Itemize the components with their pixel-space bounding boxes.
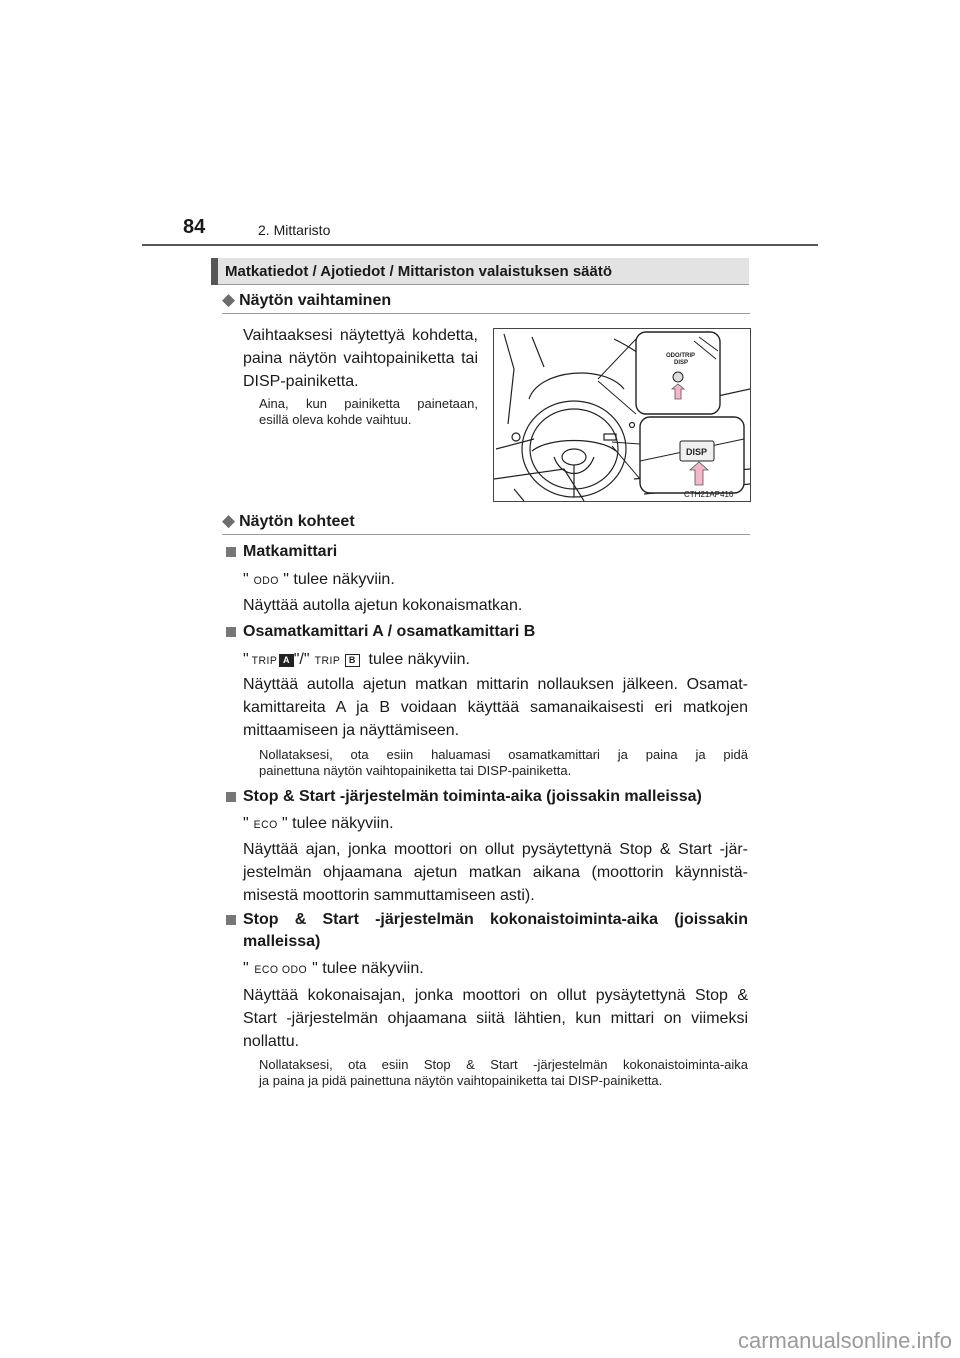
item-description <box>243 838 748 907</box>
desc-line: jestelmän ohjaamana ajetun matkan aikana (moottorin käynnistä- <box>243 864 748 881</box>
trip-display-glyph: TRIP <box>251 655 278 667</box>
section2-title: Näytön kohteet <box>239 513 355 530</box>
chapter-title: 2. Mittaristo <box>258 222 331 238</box>
disp-button-label: DISP <box>686 447 708 457</box>
section1-heading <box>222 290 391 310</box>
desc-line: misestä moottorin sammuttamiseen asti). <box>243 887 535 904</box>
square-bullet-icon <box>226 627 236 637</box>
item-title: Stop & Start -järjestelmän toiminta-aika (joissakin malleissa) <box>243 788 702 805</box>
banner-title: Matkatiedot / Ajotiedot / Mittariston valaistuksen säätö <box>225 263 613 280</box>
item-note <box>259 747 748 779</box>
section1-title: Näytön vaihtaminen <box>239 292 392 309</box>
item-note <box>259 1057 748 1089</box>
item-shown-line: " ECO " tulee näkyviin. <box>243 812 394 837</box>
section1-rule <box>222 313 750 314</box>
trip-b-badge: B <box>345 654 360 667</box>
desc-line: Start -järjestelmän ohjaamana siitä lähtien, kun mittari on viimeksi <box>243 1010 748 1027</box>
illustration-code: CTH21AP416 <box>684 490 734 499</box>
item-description <box>243 984 748 1053</box>
diamond-icon: ◆ <box>222 511 236 530</box>
desc-line: mittaamiseen ja näyttämiseen. <box>243 722 460 739</box>
trip-display-glyph: TRIP <box>314 655 340 667</box>
section2-rule <box>222 534 750 535</box>
diamond-icon: ◆ <box>222 290 236 309</box>
desc-line: Näyttää autolla ajetun kokonaismatkan. <box>243 597 523 614</box>
para-line: paina näytön vaihtopainiketta tai <box>243 350 478 367</box>
item-title: Matkamittari <box>243 543 338 560</box>
shown-text: tulee näkyviin. <box>292 815 394 832</box>
desc-line: Näyttää kokonaisajan, jonka moottori on ollut pysäytettynä Stop & <box>243 987 748 1004</box>
section2-heading <box>222 511 355 531</box>
item-title: Osamatkamittari A / osamatkamittari B <box>243 623 536 640</box>
square-bullet-icon <box>226 792 236 802</box>
shown-text: tulee näkyviin. <box>322 960 424 977</box>
odo-trip-label: ODO/TRIP <box>666 353 696 359</box>
desc-line: nollattu. <box>243 1033 300 1050</box>
header-rule <box>142 244 818 246</box>
note-line: Nollataksesi, ota esiin haluamasi osamatkamittari ja paina ja pidä <box>259 747 748 762</box>
note-line: Aina, kun painiketta painetaan, <box>259 396 478 411</box>
section1-note <box>259 396 478 428</box>
item-title <box>243 909 748 953</box>
note-line: painettuna näytön vaihtopainiketta tai DISP-painiketta. <box>259 763 572 778</box>
shown-text: tulee näkyviin. <box>293 571 395 588</box>
item-shown-line: " TRIP A "/" TRIP B tulee näkyviin. <box>243 648 470 673</box>
trip-a-badge: A <box>279 654 294 667</box>
steering-wheel-drawing <box>494 329 750 501</box>
shown-text: tulee näkyviin. <box>368 651 470 668</box>
page-number: 84 <box>183 216 206 238</box>
desc-line: Näyttää ajan, jonka moottori on ollut pysäytettynä Stop & Start -jär- <box>243 841 748 858</box>
para-line: DISP-painiketta. <box>243 373 359 390</box>
section1-paragraph <box>243 324 478 393</box>
steering-wheel-illustration <box>493 328 751 502</box>
title-line: Stop & Start -järjestelmän kokonaistoiminta-aika (joissakin <box>243 911 748 928</box>
note-line: esillä oleva kohde vaihtuu. <box>259 412 412 427</box>
note-line: Nollataksesi, ota esiin Stop & Start -järjestelmän kokonaistoiminta-aika <box>259 1057 748 1072</box>
desc-line: kamittareita A ja B voidaan käyttää samanaikaisesti eri matkojen <box>243 699 748 716</box>
square-bullet-icon <box>226 547 236 557</box>
item-description <box>243 673 748 742</box>
item-description <box>243 594 748 617</box>
odo-display-glyph: ODO <box>253 575 279 587</box>
disp-small-label: DISP <box>674 360 689 366</box>
item-shown-line: " ECO ODO " tulee näkyviin. <box>243 957 424 982</box>
desc-line: Näyttää autolla ajetun matkan mittarin nollauksen jälkeen. Osamat- <box>243 676 748 693</box>
watermark-link[interactable]: carmanualsonline.info <box>737 1328 952 1353</box>
note-line: ja paina ja pidä painettuna näytön vaihtopainiketta tai DISP-painiketta. <box>259 1073 663 1088</box>
banner-accent-bar <box>211 258 218 285</box>
square-bullet-icon <box>226 915 236 925</box>
eco-odo-display-glyph: ECO ODO <box>254 964 307 976</box>
item-shown-line: " ODO " tulee näkyviin. <box>243 568 395 593</box>
para-line: Vaihtaaksesi näytettyä kohdetta, <box>243 327 478 344</box>
eco-display-glyph: ECO <box>253 819 278 831</box>
title-line: malleissa) <box>243 933 321 950</box>
